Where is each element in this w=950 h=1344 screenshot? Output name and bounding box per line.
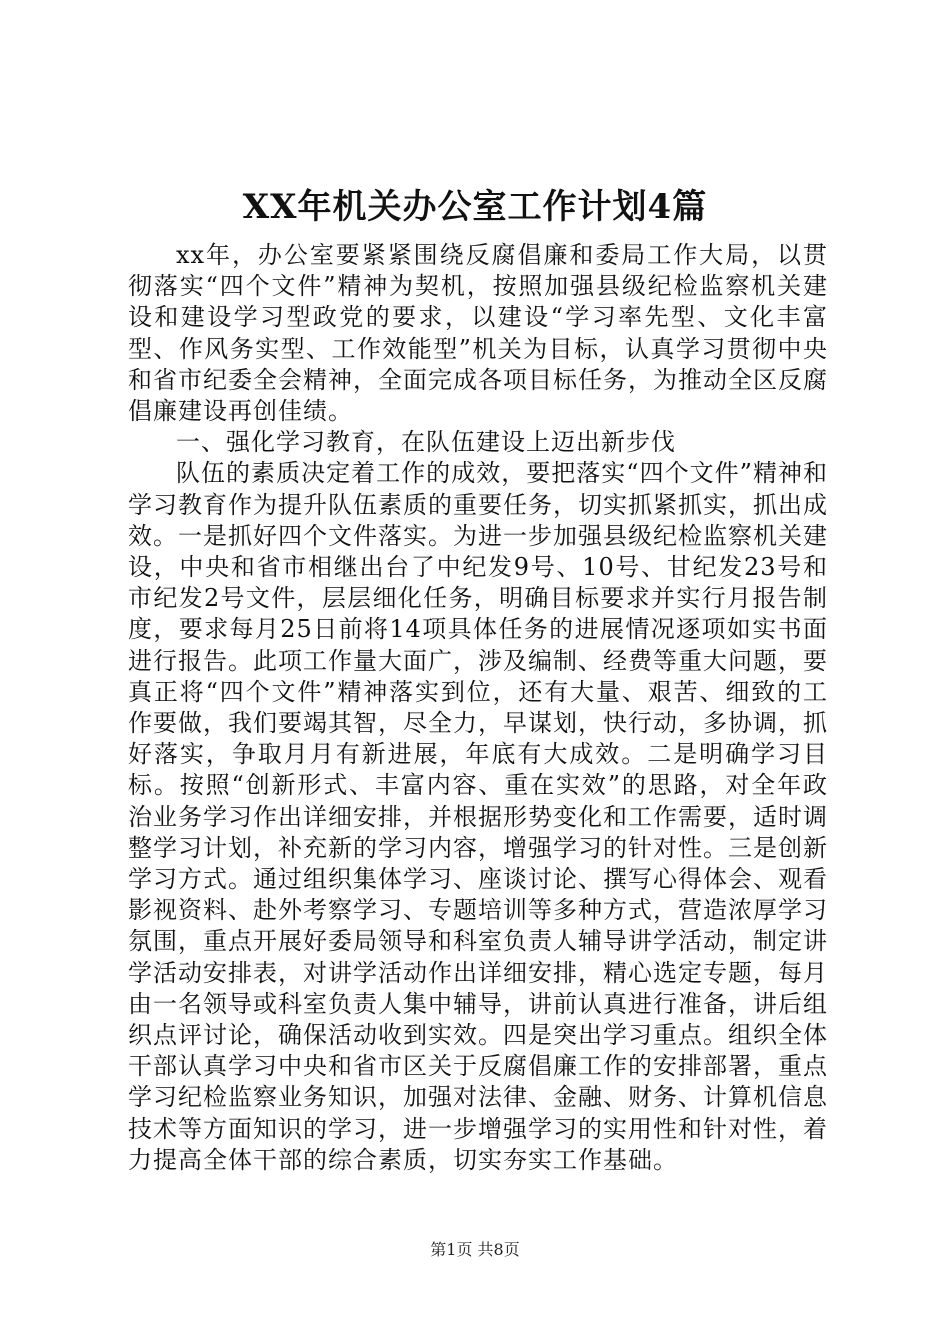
page-footer: 第1页 共8页 — [430, 1240, 520, 1259]
section-paragraph: 队伍的素质决定着工作的成效，要把落实“四个文件”精神和学习教育作为提升队伍素质的重要任务，切实抓紧抓实，抓出成效。一是抓好四个文件落实。为进一步加强县级纪检监察机关建设，中央和省市相继出台了中纪发9号、10号、甘纪发23号和市纪发2号文件，层层细化任务，明确目标要求并实行月报告制度，要求每月25日前将14项具体任务的进展情况逐项如实书面进行报告。此项工作量大面广，涉及编制、经费等重大问题，要真正将“四个文件”精神落实到位，还有大量、艰苦、细致的工作要做，我们要竭其智，尽全力，早谋划，快行动，多协调，抓好落实，争取月月有新进展，年底有大成效。二是明确学习目标。按照“创新形式、丰富内容、重在实效”的思路，对全年政治业务学习作出详细安排，并根据形势变化和工作需要，适时调整学习计划，补充新的学习内容，增强学习的针对性。三是创新学习方式。通过组织集体学习、座谈讨论、撰写心得体会、观看影视资料、赴外考察学习、专题培训等多种方式，营造浓厚学习氛围，重点开展好委局领导和科室负责人辅导讲学活动，制定讲学活动安排表，对讲学活动作出详细安排，精心选定专题，每月由一名领导或科室负责人集中辅导，讲前认真进行准备，讲后组织点评讨论，确保活动收到实效。四是突出学习重点。组织全体干部认真学习中央和省市区关于反腐倡廉工作的安排部署，重点学习纪检监察业务知识，加强对法律、金融、财务、计算机信息技术等方面知识的学习，进一步增强学习的实用性和针对性，着力提高全体干部的综合素质，切实夯实工作基础。 — [128, 459, 828, 1174]
document-body — [128, 240, 828, 1176]
section-heading: 一、强化学习教育，在队伍建设上迈出新步伐 — [176, 428, 676, 457]
document-title: XX年机关办公室工作计划4篇 — [242, 187, 708, 227]
intro-paragraph: xx年，办公室要紧紧围绕反腐倡廉和委局工作大局，以贯彻落实“四个文件”精神为契机，按照加强县级纪检监察机关建设和建设学习型政党的要求，以建设“学习率先型、文化丰富型、作风务实型、工作效能型”机关为目标，认真学习贯彻中央和省市纪委全会精神，全面完成各项目标任务，为推动全区反腐倡廉建设再创佳绩。 — [128, 241, 828, 426]
